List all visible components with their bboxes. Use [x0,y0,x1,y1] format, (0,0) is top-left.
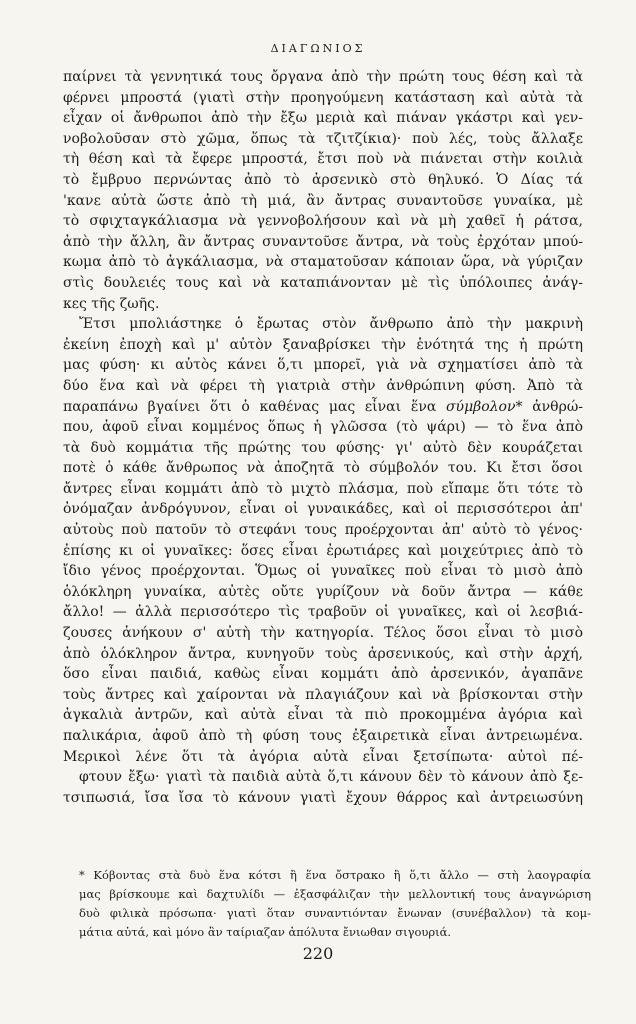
text-line: ὅσο εἶναι παιδιά, καθὼς εἶναι κομμάτι ἀπὸ ἀρσενικόν, ἀγαπᾶνε [63,666,583,683]
paragraph-first-line: φτουν ἔξω· γιατὶ τὰ παιδιὰ αὐτὰ ὅ,τι κάνουν δὲν τὸ κάνουν ἀπὸ ξε- [79,769,583,786]
emphasis-symbolon: σύμβολον [446,398,516,415]
text-line: που, ἀφοῦ εἶναι κομμένος ὅπως ἡ γλῶσσα (τὸ ψάρι) — τὸ ἕνα ἀπὸ [63,419,583,436]
text-line: ἐπίσης κι οἱ γυναῖκες: ὅσες εἶναι ἐρωτιάρες καὶ μοιχεύτριες ἀπὸ τὸ [63,542,583,559]
footnote-line: μάτια αὐτά, καὶ μόνο ἂν ταίριαζαν ἀπόλυτα ἔνιωθαν σιγουριά. [79,925,452,939]
text-line: τὴ θέση καὶ τὰ ἔφερε μπροστά, ἔτσι ποὺ νὰ πιάνεται στὴν κοιλιὰ [63,151,583,168]
text-line: δύο ἕνα καὶ νὰ φέρει τὴ γιατριὰ στὴν ἀνθρώπινη φύση. Ἀπὸ τὰ [63,377,583,394]
text-line: ὁλόκληρη γυναίκα, αὐτὲς οὔτε γυρίζουν νὰ δοῦν ἄντρα — κάθε [63,583,583,600]
text-line: τσιπωσιά, ἴσα ἴσα τὸ κάνουν γιατὶ ἔχουν θάρρος καὶ ἀντρειωσύνη [63,789,583,806]
paragraph-first-line: Ἔτσι μπολιάστηκε ὁ ἔρωτας στὸν ἄνθρωπο ἀπὸ τὴν μακρινὴ [79,316,583,333]
text-line: τοὺς ἄντρες καὶ χαίρονται νὰ πλαγιάζουν καὶ νὰ βρίσκονται στὴν [63,686,583,703]
text-line: ὀνόμαζαν ἀνδρόγυνον, εἶναι οἱ γυναικάδες, καὶ οἱ περισσότεροι ἀπ' [63,501,583,518]
footnote-line: μας βρίσκουμε καὶ δαχτυλίδι — ἐξασφάλιζαν τὴν μελλοντική τους ἀναγνώριση [79,887,591,901]
text-line: ἀγκαλιὰ ἀντρῶν, καὶ αὐτὰ εἶναι τὰ πιὸ προκομμένα ἀγόρια καὶ [63,707,583,724]
text-line: ἐκείνη ἐποχὴ καὶ μ' αὐτὸν ξαναβρίσκει τὴν ἑνότητά της ἡ πρώτη [63,336,583,353]
text-line: ζουσες ἀνήκουν σ' αὐτὴ τὴν κατηγορία. Τέλος ὅσοι εἶναι τὸ μισὸ [63,625,583,642]
text-line: τὸ ἔμβρυο περνώντας ἀπὸ τὸ ἀρσενικὸ στὸ θηλυκό. Ὁ Δίας τά [63,171,583,188]
text-line: μας φύση· κι αὐτὸς κάνει ὅ,τι μπορεῖ, γιὰ νὰ σχηματίσει ἀπὸ τὰ [63,357,583,374]
text-line: ἄλλο! — ἀλλὰ περισσότερο τὶς τραβοῦν οἱ γυναῖκες, καὶ οἱ λεσβιά- [63,604,583,621]
text-line: στὶς δουλειές τους καὶ νὰ καταπιάνονταν μὲ τὶς ὑπόλοιπες ἀνάγ- [63,274,583,291]
page-number: 220 [302,944,334,963]
text-line: εἶχαν οἱ ἄνθρωποι ἀπὸ τὴν ἔξω μεριὰ καὶ πιάναν γκάστρι καὶ γεν- [63,110,583,127]
text-line: φέρνει μπροστά (γιατὶ στὴν προηγούμενη κατάσταση καὶ αὐτὰ τὰ [63,89,583,106]
footnote-ref: * ἀνθρώ- [515,398,583,415]
footnote [79,866,591,942]
text-line: αὐτοὺς ποὺ πατοῦν τὸ στεφάνι τους προέρχονται ἀπ' αὐτὸ τὸ γένος· [63,522,583,539]
text-line: ποτὲ ὁ κάθε ἄνθρωπος νὰ ἀποζητᾶ τὸ σύμβολόν του. Κι ἔτσι ὅσοι [63,460,583,477]
text-line: παλικάρια, ἀφοῦ ἀπὸ τὴ φύση τους ἐξαιρετικὰ εἶναι ἀντρειωμένα. [63,728,583,744]
footnote-line: * Κόβοντας στὰ δυὸ ἕνα κότσι ἢ ἕνα ὄστρακο ἢ ὅ,τι ἄλλο — στὴ λαογραφία [79,868,591,882]
text-segment: παραπάνω βγαίνει ὅτι ὁ καθένας μας εἶναι ἕνα [63,398,437,415]
footnote-line: δυὸ φιλικὰ πρόσωπα· γιατὶ ὅταν συναντιόνταν ἔνωναν (συνέβαλλον) τὰ κομ- [79,906,591,920]
text-line: ἀπὸ τὴν ἄλλη, ἂν ἄντρας συναντοῦσε ἄντρα, νὰ τοὺς ἐρχόταν μπού- [63,233,583,250]
text-line: παίρνει τὰ γεννητικά τους ὄργανα ἀπὸ τὴν πρώτη τους θέση καὶ τὰ [63,69,583,85]
running-head: ΔΙΑΓΩΝΙΟΣ [270,42,366,55]
text-line-with-emphasis [63,397,583,418]
text-line: τὰ δυὸ κομμάτια τῆς πρώτης του φύσης· γι' αὐτὸ δὲν κουράζεται [63,439,583,456]
main-text [63,67,583,808]
text-line: ἄντρες εἶναι κομμάτι ἀπὸ τὸ μιχτὸ πλάσμα, ποὺ εἴπαμε ὅτι τότε τὸ [63,480,583,497]
text-line: 'κανε αὐτὰ ὥστε ἀπὸ τὴ μιά, ἂν ἄντρας συναντοῦσε γυναίκα, μὲ [63,192,583,209]
paragraph-end-line: κες τῆς ζωῆς. [63,295,160,312]
text-line: κωμα ἀπὸ τὸ ἀγκάλιασμα, νὰ σταματοῦσαν κάποιαν ὥρα, νὰ γύριζαν [63,254,583,271]
text-line: ἀπὸ ὁλόκληρον ἄντρα, κυνηγοῦν τοὺς ἀρσενικούς, καὶ στὴν ἀρχή, [63,645,583,662]
text-line: τὸ σφιχταγκάλιασμα νὰ γεννοβολήσουν καὶ νὰ μὴ χαθεῖ ἡ ράτσα, [63,213,583,230]
text-line: νοβολοῦσαν στὸ χῶμα, ὅπως τὰ τζιτζίκια)· ποὺ λές, τοὺς ἄλλαξε [63,130,583,147]
text-line: ἴδιο γένος προέρχονται. Ὅμως οἱ γυναῖκες ποὺ εἶναι τὸ μισὸ ἀπὸ [63,563,583,580]
paragraph-end-line: Μερικοὶ λένε ὅτι τὰ ἀγόρια αὐτὰ εἶναι ξετσίπωτα· αὐτοὶ πέ- [63,748,583,765]
